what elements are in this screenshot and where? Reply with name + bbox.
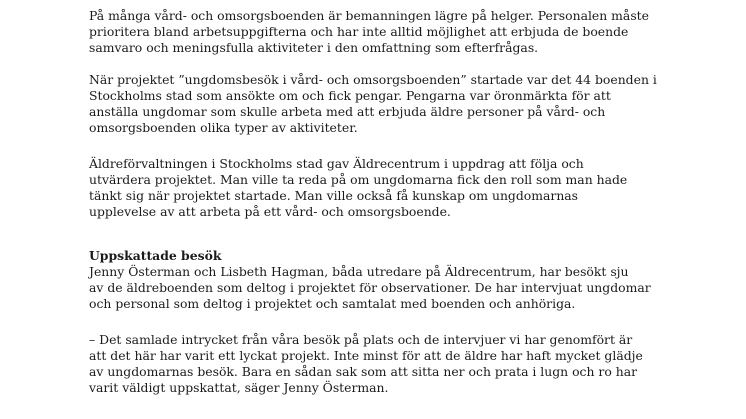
- text-line: Jenny Österman och Lisbeth Hagman, båda utredare på Äldrecentrum, har besökt sju: [89, 264, 629, 279]
- text-line: utvärdera projektet. Man ville ta reda på om ungdomarna fick den roll som man hade: [89, 172, 628, 187]
- text-line: av ungdomarnas besök. Bara en sådan sak som att sitta ner och prata i lugn och ro har: [89, 364, 638, 379]
- text-line: och personal som deltog i projektet och samtalat med boenden och anhöriga.: [89, 296, 576, 311]
- section-appreciated-visits: [89, 248, 729, 312]
- text-line: av de äldreboenden som deltog i projektet för observationer. De har intervjuat ungdomar: [89, 280, 651, 295]
- text-line: omsorgsboenden olika typer av aktiviteter.: [89, 120, 358, 135]
- text-line: anställa ungdomar som skulle arbeta med att erbjuda äldre personer på vård- och: [89, 104, 606, 119]
- text-line: tänkt sig när projektet startade. Man ville också få kunskap om ungdomarnas: [89, 188, 579, 203]
- paragraph-evaluation: [89, 156, 729, 220]
- text-line: Äldreförvaltningen i Stockholms stad gav Äldrecentrum i uppdrag att följa och: [89, 156, 584, 171]
- section-heading: Uppskattade besök: [89, 248, 222, 263]
- text-line: Stockholms stad som ansökte om och fick pengar. Pengarna var öronmärkta för att: [89, 88, 611, 103]
- paragraph-weekend-staffing: [89, 8, 729, 56]
- text-line: varit väldigt uppskattat, säger Jenny Österman.: [89, 380, 389, 395]
- text-line: att det här har varit ett lyckat projekt. Inte minst för att de äldre har haft mycket glädje: [89, 348, 643, 363]
- text-line: upplevelse av att arbeta på ett vård- och omsorgsboende.: [89, 204, 451, 219]
- paragraph-project-start: [89, 72, 729, 136]
- text-line: När projektet ”ungdomsbesök i vård- och omsorgsboenden” startade var det 44 boenden i: [89, 72, 657, 87]
- paragraph-quote: [89, 332, 729, 396]
- text-line: – Det samlade intrycket från våra besök på plats och de intervjuer vi har genomfört är: [89, 332, 633, 347]
- text-line: På många vård- och omsorgsboenden är bemanningen lägre på helger. Personalen måste: [89, 8, 649, 23]
- text-line: prioritera bland arbetsuppgifterna och har inte alltid möjlighet att erbjuda de boende: [89, 24, 629, 39]
- text-line: samvaro och meningsfulla aktiviteter i den omfattning som efterfrågas.: [89, 40, 539, 55]
